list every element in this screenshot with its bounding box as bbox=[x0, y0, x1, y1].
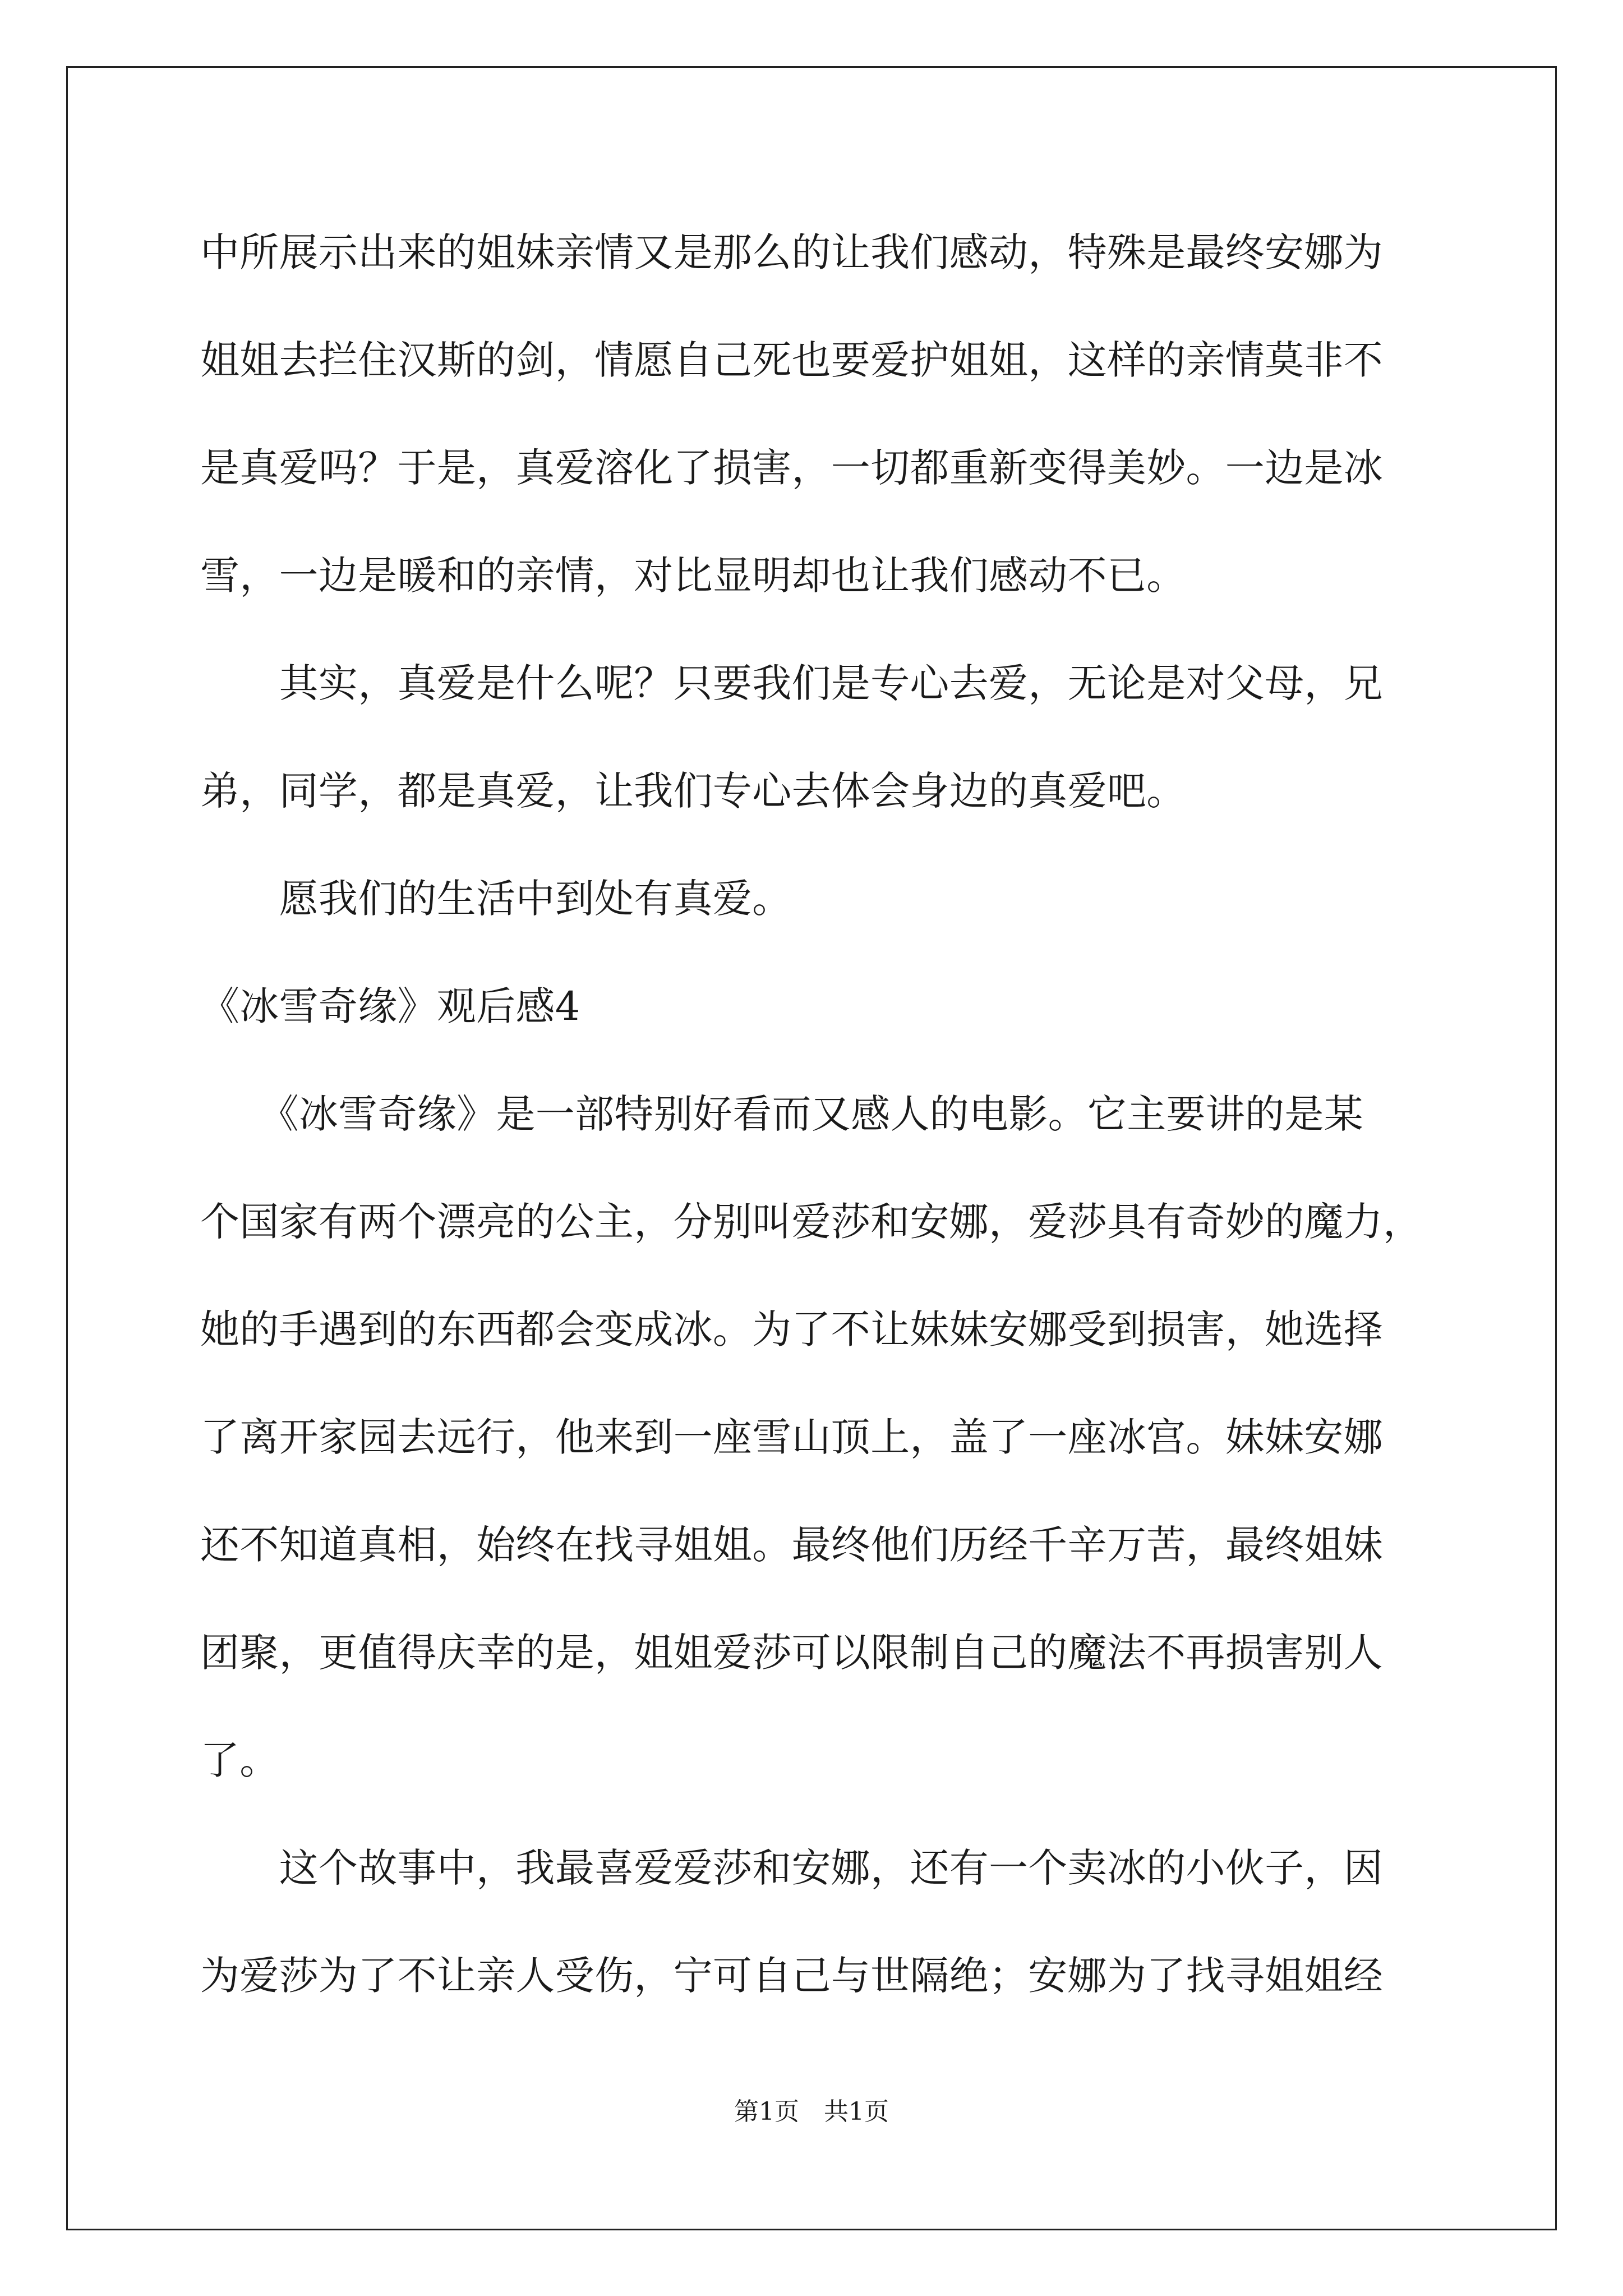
text-line: 她的手遇到的东西都会变成冰。为了不让妹妹安娜受到损害，她选择 bbox=[200, 1306, 1383, 1352]
text-line: 姐姐去拦住汉斯的剑，情愿自己死也要爱护姐姐，这样的亲情莫非不 bbox=[200, 337, 1383, 383]
text-line: 《冰雪奇缘》是一部特别好看而又感人的电影。它主要讲的是某 bbox=[200, 1091, 1363, 1137]
text-line: 个国家有两个漂亮的公主，分别叫爱莎和安娜，爱莎具有奇妙的魔力， bbox=[200, 1199, 1423, 1245]
text-line: 了离开家园去远行，他来到一座雪山顶上，盖了一座冰宫。妹妹安娜 bbox=[200, 1414, 1383, 1460]
text-line: 团聚，更值得庆幸的是，姐姐爱莎可以限制自己的魔法不再损害别人 bbox=[200, 1630, 1383, 1676]
text-line: 中所展示出来的姐妹亲情又是那么的让我们感动，特殊是最终安娜为 bbox=[200, 229, 1383, 275]
text-line: 为爱莎为了不让亲人受伤，宁可自己与世隔绝；安娜为了找寻姐姐经 bbox=[200, 1953, 1383, 1999]
section-heading: 《冰雪奇缘》观后感4 bbox=[200, 983, 580, 1029]
text-line: 其实，真爱是什么呢？只要我们是专心去爱，无论是对父母，兄 bbox=[200, 660, 1383, 706]
text-line: 愿我们的生活中到处有真爱。 bbox=[200, 876, 792, 922]
text-line: 弟，同学，都是真爱，让我们专心去体会身边的真爱吧。 bbox=[200, 768, 1186, 814]
text-line: 还不知道真相，始终在找寻姐姐。最终他们历经千辛万苦，最终姐妹 bbox=[200, 1522, 1383, 1568]
text-line: 雪，一边是暖和的亲情，对比显明却也让我们感动不已。 bbox=[200, 553, 1186, 599]
text-line: 了。 bbox=[200, 1737, 279, 1783]
text-line: 是真爱吗？于是，真爱溶化了损害，一切都重新变得美妙。一边是冰 bbox=[200, 445, 1383, 491]
text-line: 这个故事中，我最喜爱爱莎和安娜，还有一个卖冰的小伙子，因 bbox=[200, 1845, 1383, 1891]
page-footer: 第1页 共1页 bbox=[734, 2097, 889, 2126]
